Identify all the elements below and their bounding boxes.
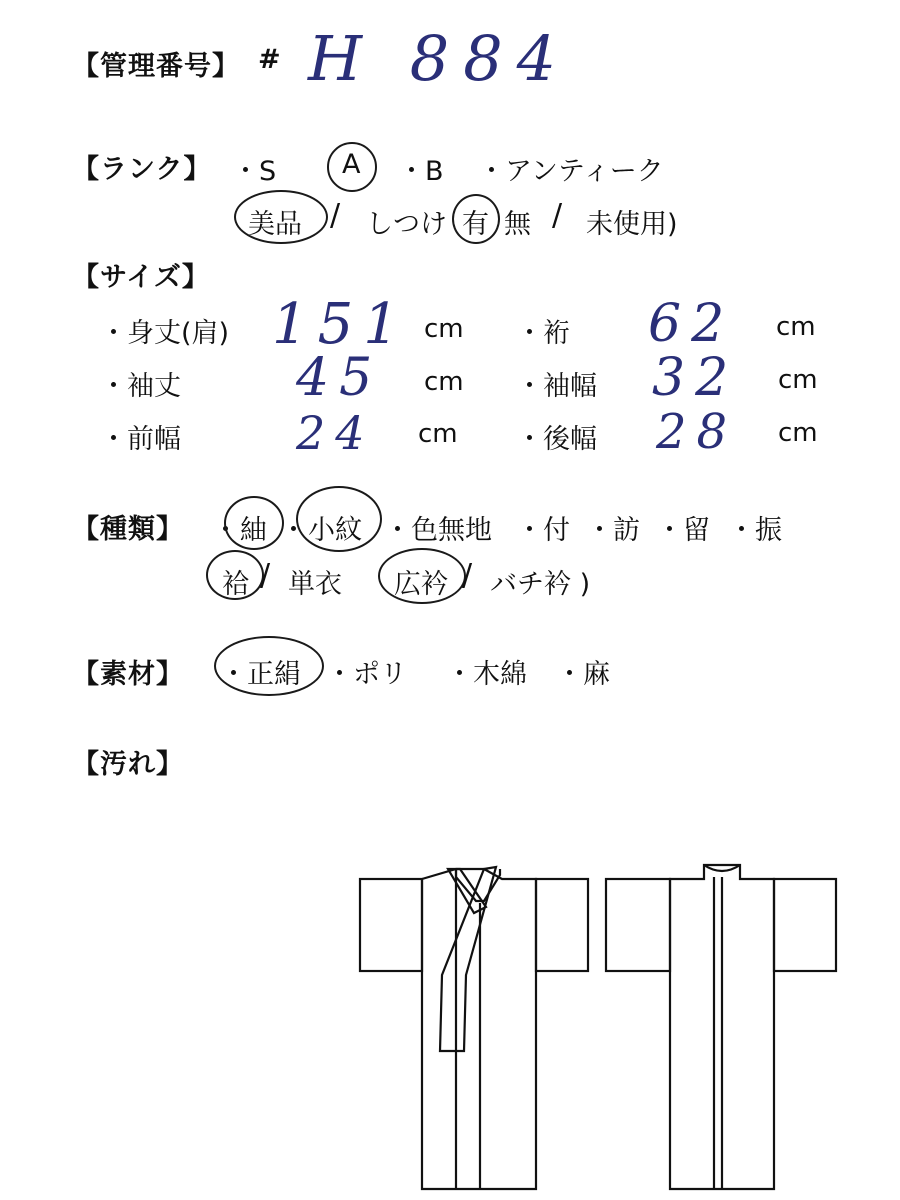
kind-bachieri: バチ衿 ) xyxy=(490,569,591,600)
size-yuki-unit: cm xyxy=(776,312,816,342)
kind-label: 【種類】 xyxy=(72,514,184,545)
size-front-width-label: ・前幅 xyxy=(100,424,181,455)
size-back-width-value: 28 xyxy=(656,404,738,460)
size-length-label: ・身丈(肩) xyxy=(100,318,230,349)
size-label: 【サイズ】 xyxy=(72,262,210,293)
size-back-width-label: ・後幅 xyxy=(516,424,597,455)
size-yuki-value: 62 xyxy=(648,294,735,354)
kimono-front-diagram xyxy=(350,855,600,1195)
size-sleeve-width-label: ・袖幅 xyxy=(516,371,597,402)
back-right-sleeve xyxy=(774,879,836,971)
kind-tomesode: ・留 xyxy=(656,515,710,546)
material-label: 【素材】 xyxy=(72,659,184,690)
back-left-sleeve xyxy=(606,879,670,971)
kind-tsumugi: 紬 xyxy=(240,515,267,546)
rank-option-s: ・S xyxy=(232,156,277,187)
size-length-value: 151 xyxy=(272,292,409,357)
size-sleeve-length-value: 45 xyxy=(296,348,383,408)
size-back-width-unit: cm xyxy=(778,418,818,448)
rank-unused: 未使用) xyxy=(586,209,678,240)
size-length-unit: cm xyxy=(424,314,464,344)
size-sleeve-width-unit: cm xyxy=(778,365,818,395)
management-number-value: H 884 xyxy=(308,22,571,95)
kimono-back-diagram xyxy=(596,855,846,1195)
kind-hiroeri: 広衿 xyxy=(394,569,448,600)
size-yuki-label: ・裄 xyxy=(516,318,570,349)
kind-awase: 袷 xyxy=(222,569,249,600)
rank-label: 【ランク】 xyxy=(72,154,212,185)
kind-tsukesage: ・付 xyxy=(516,515,570,546)
hash-mark: # xyxy=(258,44,282,75)
rank-option-a: A xyxy=(342,149,361,180)
stain-label: 【汚れ】 xyxy=(72,749,184,780)
size-sleeve-width-value: 32 xyxy=(652,348,739,408)
rank-slash-2: / xyxy=(552,198,563,233)
material-silk: ・正絹 xyxy=(220,659,301,690)
kind-houmongi: ・訪 xyxy=(586,515,640,546)
kind-slash-2: / xyxy=(462,558,473,593)
size-sleeve-length-unit: cm xyxy=(424,367,464,397)
kind-iromuji: ・色無地 xyxy=(384,515,492,546)
material-hemp: ・麻 xyxy=(556,659,610,690)
front-right-sleeve xyxy=(536,879,588,971)
kind-dot-2: ・ xyxy=(280,515,307,546)
size-front-width-value: 24 xyxy=(296,406,375,460)
management-number-label: 【管理番号】 xyxy=(72,51,240,82)
rank-option-antique: ・アンティーク xyxy=(478,156,664,187)
kind-furisode: ・振 xyxy=(728,515,782,546)
kind-dot-1: ・ xyxy=(212,515,239,546)
size-front-width-unit: cm xyxy=(418,419,458,449)
rank-slash-1: / xyxy=(330,198,341,233)
kind-slash-1: / xyxy=(260,558,271,593)
kind-komon: 小紋 xyxy=(308,515,362,546)
size-sleeve-length-label: ・袖丈 xyxy=(100,371,181,402)
material-cotton: ・木綿 xyxy=(446,659,527,690)
rank-shitsuke: しつけ xyxy=(366,209,447,240)
rank-present: 有 xyxy=(462,209,489,240)
kind-hitoe: 単衣 xyxy=(288,569,342,600)
rank-absent: 無 xyxy=(504,209,531,240)
front-left-sleeve xyxy=(360,879,422,971)
front-collar-band xyxy=(440,867,496,1051)
material-poly: ・ポリ xyxy=(326,659,407,690)
rank-beauty: 美品 xyxy=(248,209,302,240)
rank-option-b: ・B xyxy=(398,156,444,187)
